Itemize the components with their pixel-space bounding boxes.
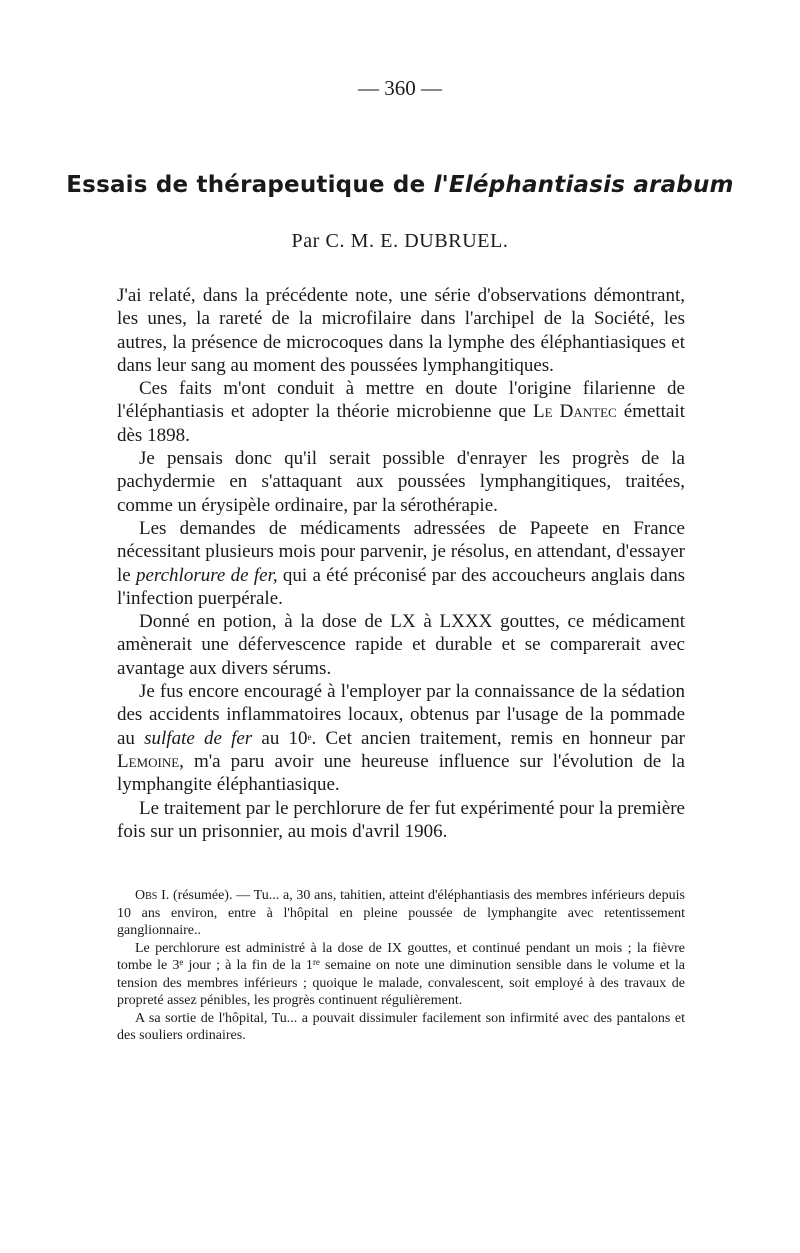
superscript: e <box>179 957 184 967</box>
title-italic: l'Eléphantiasis arabum <box>433 172 734 198</box>
superscript: re <box>312 957 320 967</box>
observation-paragraph <box>117 887 685 940</box>
author-line: Par C. M. E. DUBRUEL. <box>291 230 509 252</box>
paragraph: Le traitement par le perchlorure de fer fut expérimenté pour la première fois sur un prisonnier, au mois d'avril 1906. <box>117 797 685 842</box>
italic-term: perchlorure de fer, <box>136 564 278 586</box>
title-text: Essais de thérapeutique de <box>66 172 434 198</box>
paragraph <box>117 517 685 610</box>
paragraph <box>117 680 685 796</box>
text: (résumée). — Tu... a, 30 ans, tahitien, atteint d'éléphantiasis des membres inférieurs depuis 10 ans environ, entre à l'hôpital en pleine poussée de lymphangite avec retentissement ganglionnaire.. <box>117 888 685 938</box>
text: Ces faits m'ont conduit à mettre en doute l'origine filarienne de l'éléphantiasis et adopter la théorie microbienne que <box>117 378 685 423</box>
italic-term: sulfate de fer <box>144 727 253 749</box>
text: , m'a paru avoir une heureuse influence sur l'évolution de la lymphangite éléphantiasique. <box>117 750 685 796</box>
text: Les demandes de médicaments adressées de Papeete en France nécessitant plusieurs mois pour parvenir, je résolus, en attendant, d'essayer le <box>117 517 685 586</box>
paragraph: J'ai relaté, dans la précédente note, une série d'observations démontrant, les unes, la rareté de la microfilaire dans l'archipel de la Société, les autres, la présence de microcoques dans la lymphe des éléphantiasiques et dans leur sang au moment des poussées lymphangitiques. <box>117 285 685 376</box>
text: . Cet ancien traitement, remis en honneur par <box>311 727 686 749</box>
observation-paragraph: A sa sortie de l'hôpital, Tu... a pouvait dissimuler facilement son infirmité avec des pantalons et des souliers ordinaires. <box>117 1010 685 1043</box>
article-title <box>0 172 800 198</box>
text: semaine on note une diminution sensible dans le volume et la tension des membres inférieurs ; quoique le malade, convalescent, soit employé à des travaux de propreté assez pénibles, les progrès continuent régulièrement. <box>117 958 685 1008</box>
paragraph <box>117 377 685 447</box>
text: émettait dès 1898. <box>117 401 685 446</box>
page-number: — 360 — <box>358 76 442 100</box>
text: Le perchlorure est administré à la dose de IX gouttes, et continué pendant un mois ; la fièvre tombe le 3 <box>117 940 685 973</box>
observation-paragraph <box>117 940 685 1010</box>
superscript: e <box>307 731 312 742</box>
text: Je fus encore encouragé à l'employer par la connaissance de la sédation des accidents inflammatoires locaux, obtenus par l'usage de la pommade au <box>117 681 685 749</box>
author-name: Le Dantec <box>533 401 617 423</box>
observation-label: Obs I. <box>135 888 170 903</box>
observation-block <box>117 887 685 1045</box>
paragraph: Je pensais donc qu'il serait possible d'enrayer les progrès de la pachydermie en s'attaquant aux poussées lymphangitiques, traitées, comme un érysipèle ordinaire, par la sérothérapie. <box>117 448 685 516</box>
paragraph: Donné en potion, à la dose de LX à LXXX gouttes, ce médicament amènerait une défervescence rapide et durable et se comparerait avec avantage aux divers sérums. <box>117 611 685 679</box>
author-name: Lemoine <box>117 750 180 772</box>
text: jour ; à la fin de la 1 <box>183 958 313 973</box>
article-body <box>117 284 685 843</box>
text: au 10 <box>252 727 308 749</box>
text: qui a été préconisé par des accoucheurs anglais dans l'infection puerpérale. <box>117 564 685 609</box>
